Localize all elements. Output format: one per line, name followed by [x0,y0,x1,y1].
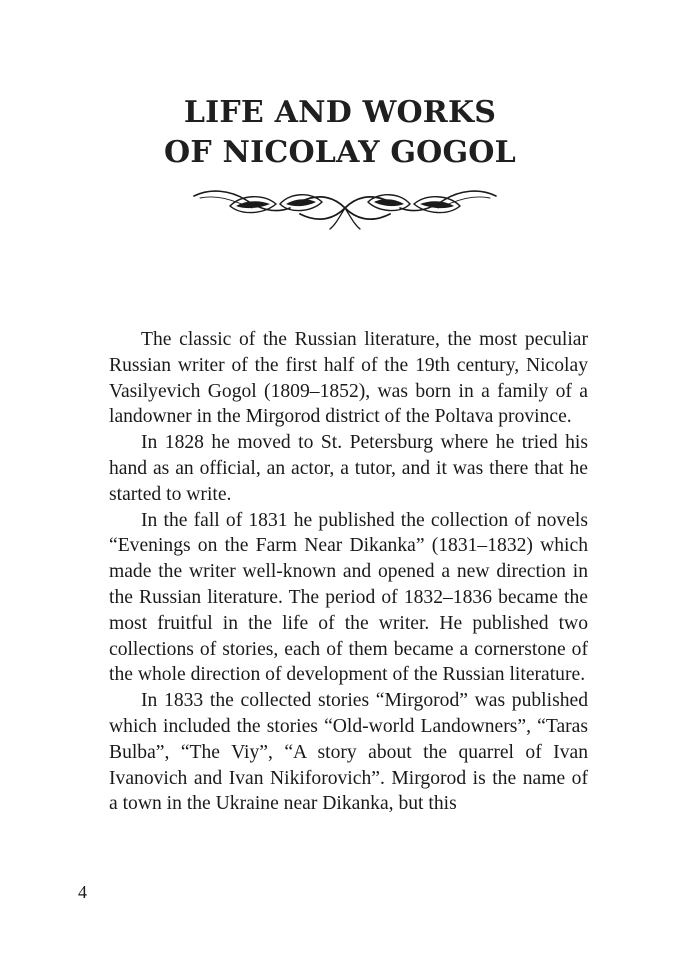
title-line-2: OF NICOLAY GOGOL [164,135,516,170]
chapter-title [0,93,680,173]
paragraph-1: The classic of the Russian literature, the most peculiar Russian writer of the first half of the 19th century, Nicolay Vasilyevich Gogol (1809–1852), was born in a family of a landowner in the Mirgorod district of the Poltava province. [109,329,588,428]
paragraph-2: In 1828 he moved to St. Petersburg where he tried his hand as an official, an actor, a tutor, and it was there that he started to write. [109,432,588,505]
paragraph-3: In the fall of 1831 he published the collection of novels “Evenings on the Farm Near Dikanka” (1831–1832) which made the writer well-known and opened a new direction in the Russian literature. The period of 1832–1836 became the most fruitful in the life of the writer. He published two collections of stories, each of them became a cornerstone of the whole direction of development of the Russian literature. [109,509,588,686]
decorative-flourish-icon [190,184,500,232]
page-number: 4 [78,882,87,902]
title-line-1: LIFE AND WORKS [183,95,497,130]
body-text [109,327,588,817]
paragraph-4: In 1833 the collected stories “Mirgorod” was published which included the stories “Old-world Landowners”, “Taras Bulba”, “The Viy”, “A story about the quarrel of Ivan Ivanovich and Ivan Nikiforovich”. Mirgorod is the name of a town in the Ukraine near Dikanka, but this [109,690,588,815]
